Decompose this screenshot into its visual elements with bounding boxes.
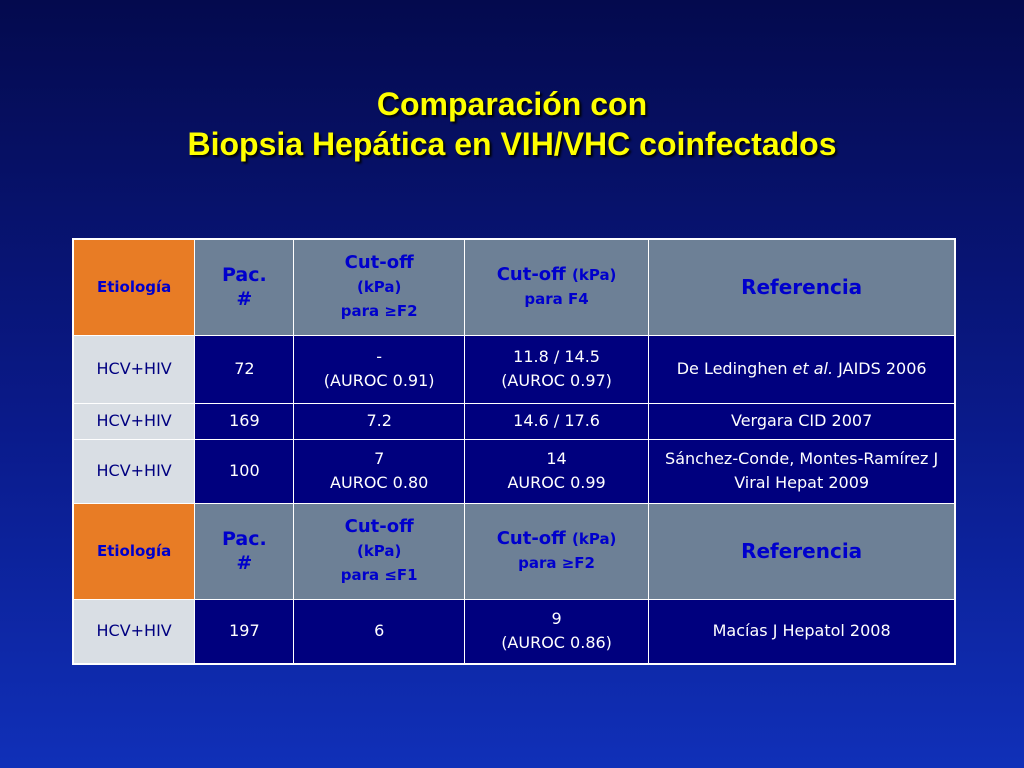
- header-cutoff-2: [464, 239, 648, 335]
- cell-referencia: Macías J Hepatol 2008: [649, 599, 955, 664]
- cell-cutoff-2: [464, 599, 648, 664]
- header-cutoff-1-stage: para ≥F2: [340, 302, 418, 321]
- cell-referencia: Sánchez-Conde, Montes-Ramírez J Viral Hepat 2009: [649, 439, 955, 503]
- header-pac-label: Pac.: [222, 528, 267, 550]
- header-cutoff-2-stage: para ≥F2: [518, 554, 595, 572]
- cell-cutoff-1-auroc: AUROC 0.80: [330, 473, 429, 492]
- header-cutoff-1: [294, 239, 464, 335]
- cell-cutoff-1: 6: [294, 599, 464, 664]
- cell-cutoff-1-value: -: [376, 347, 383, 366]
- cell-etiologia: HCV+HIV: [73, 335, 195, 403]
- cell-cutoff-2-auroc: AUROC 0.99: [507, 473, 606, 492]
- header-etiologia: Etiología: [73, 503, 195, 599]
- cell-referencia-author: De Ledinghen: [676, 359, 793, 378]
- cell-cutoff-2: [464, 335, 648, 403]
- header-pac-label: Pac.: [222, 264, 267, 287]
- header-cutoff-2-stage: para F4: [524, 290, 589, 309]
- header-etiologia: Etiología: [73, 239, 195, 335]
- cell-cutoff-2: 14.6 / 17.6: [464, 403, 648, 439]
- cell-referencia-etal: et al.: [792, 359, 834, 378]
- header-cutoff-1-stage: para ≤F1: [340, 566, 418, 584]
- cell-referencia: Vergara CID 2007: [649, 403, 955, 439]
- cell-cutoff-1: [294, 439, 464, 503]
- header-row-2: [73, 503, 955, 599]
- header-referencia: Referencia: [649, 239, 955, 335]
- header-referencia: Referencia: [649, 503, 955, 599]
- header-cutoff-2-unit: (kPa): [572, 266, 617, 285]
- table-row: [73, 599, 955, 664]
- cell-pac: 72: [195, 335, 294, 403]
- header-cutoff-1-main: Cut-off: [344, 516, 414, 537]
- header-cutoff-2-main: Cut-off: [496, 264, 566, 286]
- header-cutoff-1: [294, 503, 464, 599]
- cell-referencia: [649, 335, 955, 403]
- slide-title: [0, 84, 1024, 164]
- cell-cutoff-2-value: 9: [551, 609, 562, 629]
- cell-etiologia: HCV+HIV: [73, 439, 195, 503]
- cell-cutoff-1: [294, 335, 464, 403]
- cell-cutoff-2: [464, 439, 648, 503]
- cell-cutoff-2-value: 11.8 / 14.5: [513, 347, 600, 366]
- header-cutoff-2: [464, 503, 648, 599]
- table-row: [73, 439, 955, 503]
- title-line-1: Comparación con: [376, 86, 648, 122]
- cell-pac: 197: [195, 599, 294, 664]
- header-cutoff-1-main: Cut-off: [344, 252, 414, 274]
- table-row: [73, 403, 955, 439]
- header-row-1: [73, 239, 955, 335]
- header-pac: [195, 503, 294, 599]
- cell-cutoff-2-value: 14: [546, 449, 567, 468]
- title-line-2: Biopsia Hepática en VIH/VHC coinfectados: [187, 126, 837, 162]
- header-pac-hash: #: [236, 288, 253, 311]
- cell-pac: 100: [195, 439, 294, 503]
- header-cutoff-1-unit: (kPa): [356, 542, 402, 560]
- cell-referencia-journal: JAIDS 2006: [833, 359, 927, 378]
- cell-cutoff-1-auroc: (AUROC 0.91): [323, 371, 435, 390]
- comparison-table: [72, 238, 956, 665]
- cell-cutoff-1-value: 7: [374, 449, 385, 468]
- header-pac-hash: #: [236, 552, 253, 574]
- header-cutoff-1-unit: (kPa): [356, 278, 402, 297]
- cell-cutoff-2-auroc: (AUROC 0.86): [501, 633, 612, 653]
- table-row: [73, 335, 955, 403]
- cell-cutoff-1: 7.2: [294, 403, 464, 439]
- cell-etiologia: HCV+HIV: [73, 599, 195, 664]
- header-cutoff-2-unit: (kPa): [572, 530, 617, 548]
- cell-etiologia: HCV+HIV: [73, 403, 195, 439]
- header-cutoff-2-main: Cut-off: [496, 528, 566, 549]
- header-pac: [195, 239, 294, 335]
- cell-pac: 169: [195, 403, 294, 439]
- cell-cutoff-2-auroc: (AUROC 0.97): [501, 371, 612, 390]
